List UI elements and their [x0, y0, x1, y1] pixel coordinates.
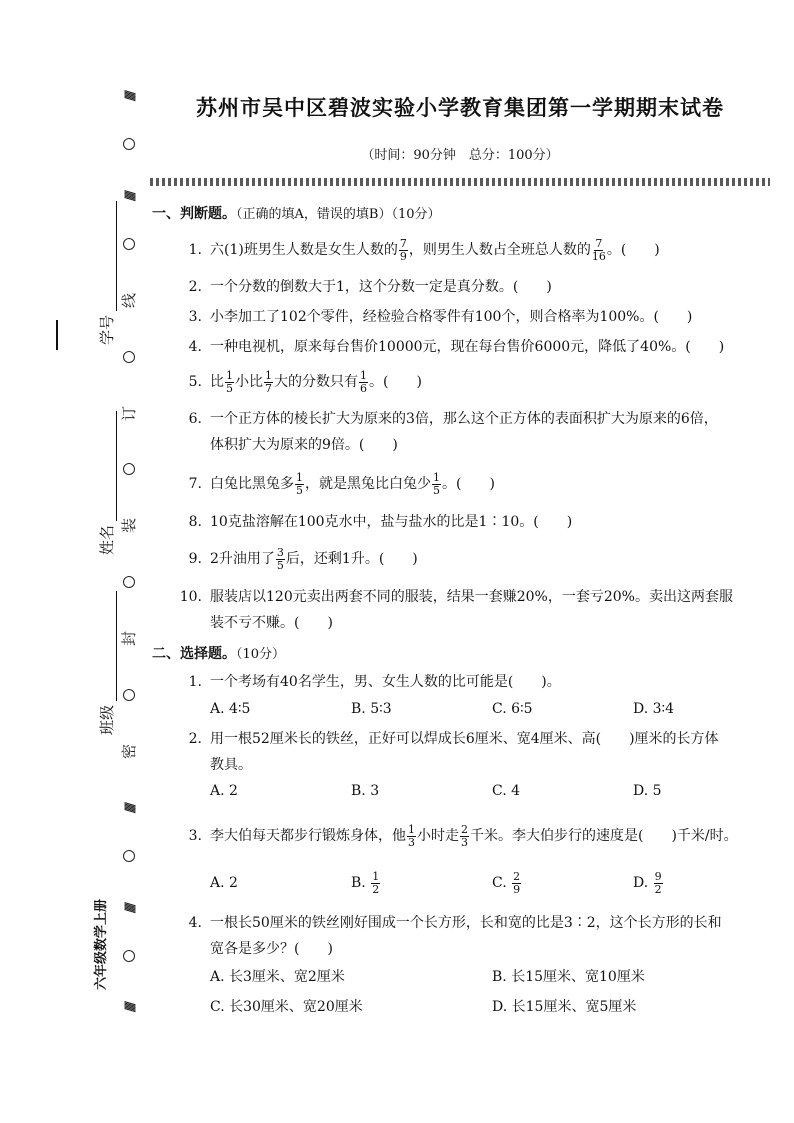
question-2-1: 1. 一个考场有40名学生，男、女生人数的比可能是( )。	[188, 674, 561, 690]
student-number-label: 学号	[98, 314, 116, 345]
option-a[interactable]: A. 2	[210, 875, 238, 891]
answer-blank[interactable]: 后，还剩1升。( )	[285, 551, 418, 567]
grade-label: 六年级数学上册	[94, 898, 109, 990]
student-name-field[interactable]	[96, 411, 117, 555]
fraction: $\frac{2}{3}$	[461, 822, 468, 849]
header-divider	[150, 178, 770, 186]
binding-line: ////// ////// 线 订 装 封 密 ////// ////// //////	[120, 90, 139, 1010]
fraction: $\frac{1}{6}$	[360, 368, 367, 395]
options-2-4-row2	[152, 994, 774, 1024]
question-1-6: 6. 一个正方体的棱长扩大为原来的3倍，那么这个正方体的表面积扩大为原来的6倍， 体积扩大为原来的9倍。( )	[188, 411, 718, 453]
fraction: $\frac{7}{9}$	[399, 236, 407, 263]
question-1-7: 7. 白兔比黑兔多 $\frac{1}{5}$ ，就是黑兔比白兔少 $\frac{1}{5}$ 。( )	[188, 470, 495, 497]
options-2-1	[152, 696, 774, 726]
option-c[interactable]: C. 长30厘米、宽20厘米	[210, 999, 363, 1015]
exam-subtitle: （时间：90分钟 总分：100分）	[361, 148, 559, 163]
question-1-9: 9. 2升油用了 $\frac{3}{5}$ 后，还剩1升。( )	[188, 545, 418, 572]
fraction: $\frac{1}{3}$	[408, 822, 415, 849]
class-label: 班级	[98, 704, 116, 735]
option-c[interactable]: C. 6∶5	[492, 701, 533, 717]
option-d[interactable]: D. 长15厘米、宽5厘米	[492, 999, 637, 1015]
options-2-2	[152, 778, 774, 814]
ring-mark	[123, 238, 135, 250]
options-2-3	[152, 858, 774, 908]
question-1-3: 3. 小李加工了102个零件，经检验合格零件有100个，则合格率为100%。( )	[188, 309, 693, 325]
option-d[interactable]: D. 5	[633, 783, 662, 799]
exam-content	[152, 200, 774, 1024]
exam-title: 苏州市吴中区碧波实验小学教育集团第一学期期末试卷	[196, 95, 724, 120]
margin-mark	[56, 320, 58, 350]
question-1-5: 5. 比 $\frac{1}{5}$ 小比 $\frac{1}{7}$ 大的分数只有 $\frac{1}{6}$ 。( )	[188, 368, 422, 395]
fraction: $\frac{1}{7}$	[265, 368, 272, 395]
option-a[interactable]: A. 2	[210, 783, 238, 799]
student-name-label: 姓名	[98, 524, 116, 555]
option-d[interactable]: D. $\frac{9}{2}$	[633, 869, 662, 896]
fraction: $\frac{3}{5}$	[276, 545, 284, 572]
answer-blank[interactable]: 。( )	[442, 476, 495, 492]
question-2-3: 3. 李大伯每天都步行锻炼身体，他 $\frac{1}{3}$ 小时走 $\frac{2}{3}$ 千米。李大伯步行的速度是( )千米/时。	[188, 822, 738, 849]
ring-mark	[123, 463, 135, 475]
options-2-4-row1	[152, 964, 774, 994]
student-number-field[interactable]	[96, 201, 117, 345]
question-1-1: 1. 六(1)班男生人数是女生人数的 $\frac{7}{9}$ ，则男生人数占全班总人数的 $\frac{7}{16}$ 。( )	[188, 236, 660, 263]
option-a[interactable]: A. 长3厘米、宽2厘米	[210, 969, 345, 985]
ring-mark	[123, 576, 135, 588]
option-b[interactable]: B. $\frac{1}{2}$	[351, 869, 380, 896]
section-multiple-choice-heading: 二、选择题。（10分）	[152, 646, 286, 662]
ring-mark	[123, 351, 135, 363]
question-2-4: 4. 一根长50厘米的铁丝刚好围成一个长方形，长和宽的比是3∶2，这个长方形的长和 宽各是多少？( )	[188, 915, 722, 957]
seal-char: 封	[120, 630, 139, 647]
ring-mark	[123, 689, 135, 701]
seal-char: 订	[120, 405, 139, 421]
question-1-4: 4. 一种电视机，原来每台售价10000元，现在每台售价6000元，降低了40%。( )	[188, 339, 725, 355]
ring-mark	[123, 850, 135, 862]
fraction: $\frac{1}{5}$	[226, 368, 233, 395]
option-c[interactable]: C. $\frac{2}{9}$	[492, 869, 521, 896]
fraction: $\frac{1}{5}$	[433, 470, 440, 497]
section-true-false-heading: 一、判断题。（正确的填A，错误的填B）（10分）	[152, 206, 441, 222]
class-field[interactable]	[96, 591, 117, 735]
question-1-8: 8. 10克盐溶解在100克水中，盐与盐水的比是1∶10。( )	[188, 514, 573, 530]
option-b[interactable]: B. 长15厘米、宽10厘米	[492, 969, 645, 985]
option-b[interactable]: B. 5∶3	[351, 701, 392, 717]
fraction: $\frac{7}{16}$	[591, 236, 606, 263]
option-d[interactable]: D. 3∶4	[633, 701, 675, 717]
answer-blank[interactable]: 。( )	[606, 242, 660, 258]
option-b[interactable]: B. 3	[351, 783, 380, 799]
seal-char: 装	[120, 518, 139, 534]
question-1-10: 10. 服装店以120元卖出两套不同的服装，结果一套赚20%，一套亏20%。卖出这两套服 装不亏不赚。( )	[179, 589, 733, 631]
option-c[interactable]: C. 4	[492, 783, 521, 799]
ring-mark	[123, 950, 135, 962]
answer-blank[interactable]: 。( )	[369, 374, 422, 390]
fraction: $\frac{1}{5}$	[296, 470, 303, 497]
question-1-2: 2. 一个分数的倒数大于1，这个分数一定是真分数。( )	[188, 279, 552, 295]
seal-char: 线	[120, 292, 139, 308]
seal-char: 密	[120, 743, 139, 759]
question-2-2: 2. 用一根52厘米长的铁丝，正好可以焊成长6厘米、宽4厘米、高( )厘米的长方体 教具。	[188, 731, 719, 773]
option-a[interactable]: A. 4∶5	[210, 701, 251, 717]
ring-mark	[123, 138, 135, 150]
